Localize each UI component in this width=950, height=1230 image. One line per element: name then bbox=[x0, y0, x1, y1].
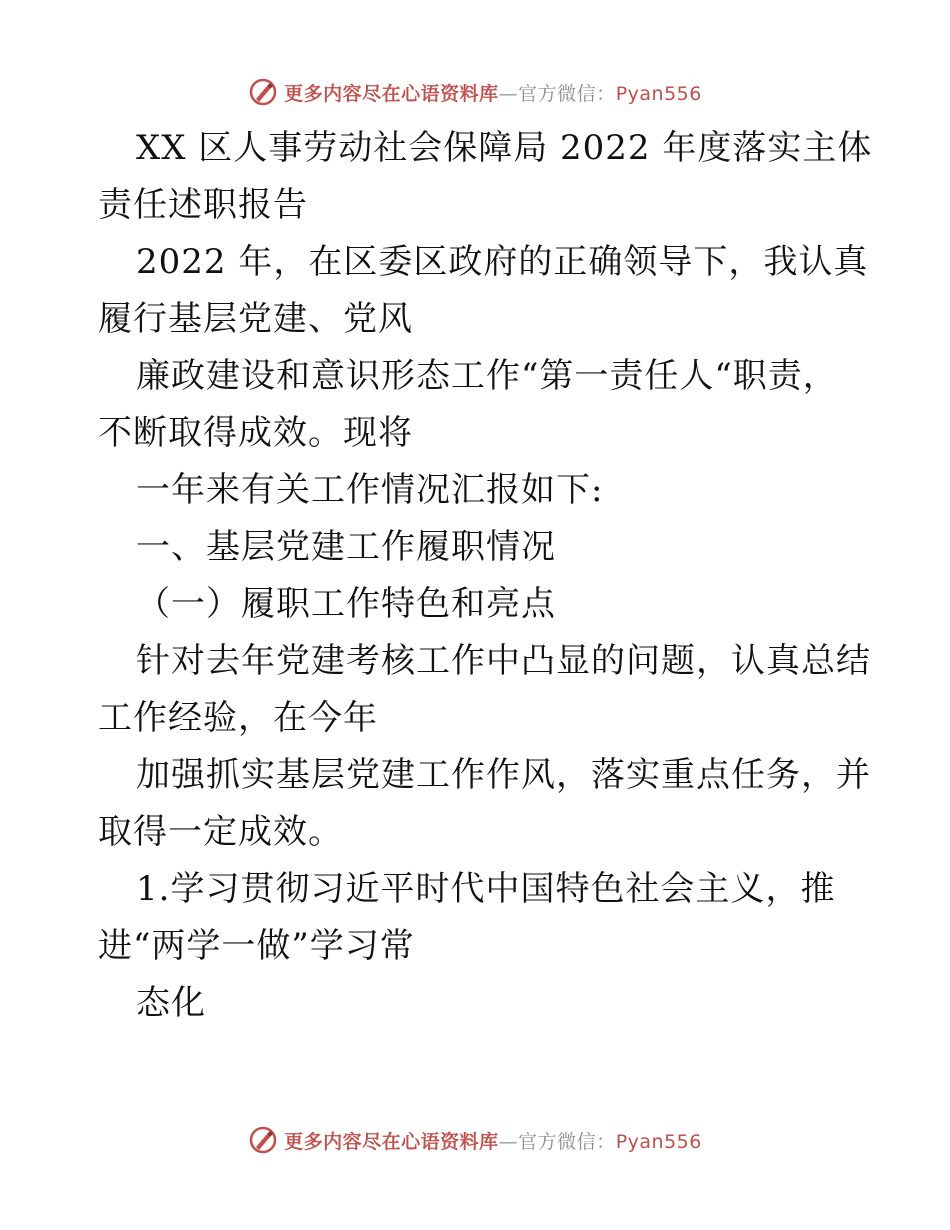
pen-logo-icon bbox=[248, 1125, 278, 1155]
watermark-label: 官方微信： bbox=[518, 82, 616, 105]
watermark-site: 更多内容尽在心语资料库 bbox=[284, 1130, 499, 1153]
text-line: 加强抓实基层党建工作作风，落实重点任务，并 bbox=[136, 755, 871, 795]
text-line: 态化 bbox=[136, 983, 206, 1023]
watermark-wechat-id: Pyan556 bbox=[615, 1130, 702, 1153]
section-heading: 一、基层党建工作履职情况 bbox=[136, 527, 556, 567]
text-line: 工作经验，在今年 bbox=[98, 698, 378, 738]
watermark-site: 更多内容尽在心语资料库 bbox=[284, 82, 499, 105]
document-body bbox=[98, 120, 873, 1032]
subsection-heading: （一）履职工作特色和亮点 bbox=[136, 584, 556, 624]
watermark-text bbox=[284, 79, 702, 106]
text-line: 进“两学一做”学习常 bbox=[98, 926, 415, 966]
text-line: 履行基层党建、党风 bbox=[98, 299, 413, 339]
text-line: 责任述职报告 bbox=[98, 185, 308, 225]
text-line: 取得一定成效。 bbox=[98, 812, 343, 852]
watermark-wechat-id: Pyan556 bbox=[615, 82, 702, 105]
text-line: 2022 年，在区委区政府的正确领导下，我认真 bbox=[136, 242, 869, 282]
text-line: 廉政建设和意识形态工作“第一责任人“职责， bbox=[136, 356, 838, 396]
footer-watermark bbox=[0, 1120, 950, 1160]
text-line: 一年来有关工作情况汇报如下: bbox=[136, 470, 604, 510]
header-watermark bbox=[0, 72, 950, 112]
watermark-label: 官方微信： bbox=[518, 1130, 616, 1153]
text-line: 1.学习贯彻习近平时代中国特色社会主义，推 bbox=[136, 869, 836, 909]
watermark-text bbox=[284, 1127, 702, 1154]
watermark-separator: — bbox=[498, 1130, 519, 1153]
text-line: 不断取得成效。现将 bbox=[98, 413, 413, 453]
watermark-separator: — bbox=[498, 82, 519, 105]
text-line: XX 区人事劳动社会保障局 2022 年度落实主体 bbox=[136, 128, 873, 168]
pen-logo-icon bbox=[248, 77, 278, 107]
text-line: 针对去年党建考核工作中凸显的问题，认真总结 bbox=[136, 641, 871, 681]
